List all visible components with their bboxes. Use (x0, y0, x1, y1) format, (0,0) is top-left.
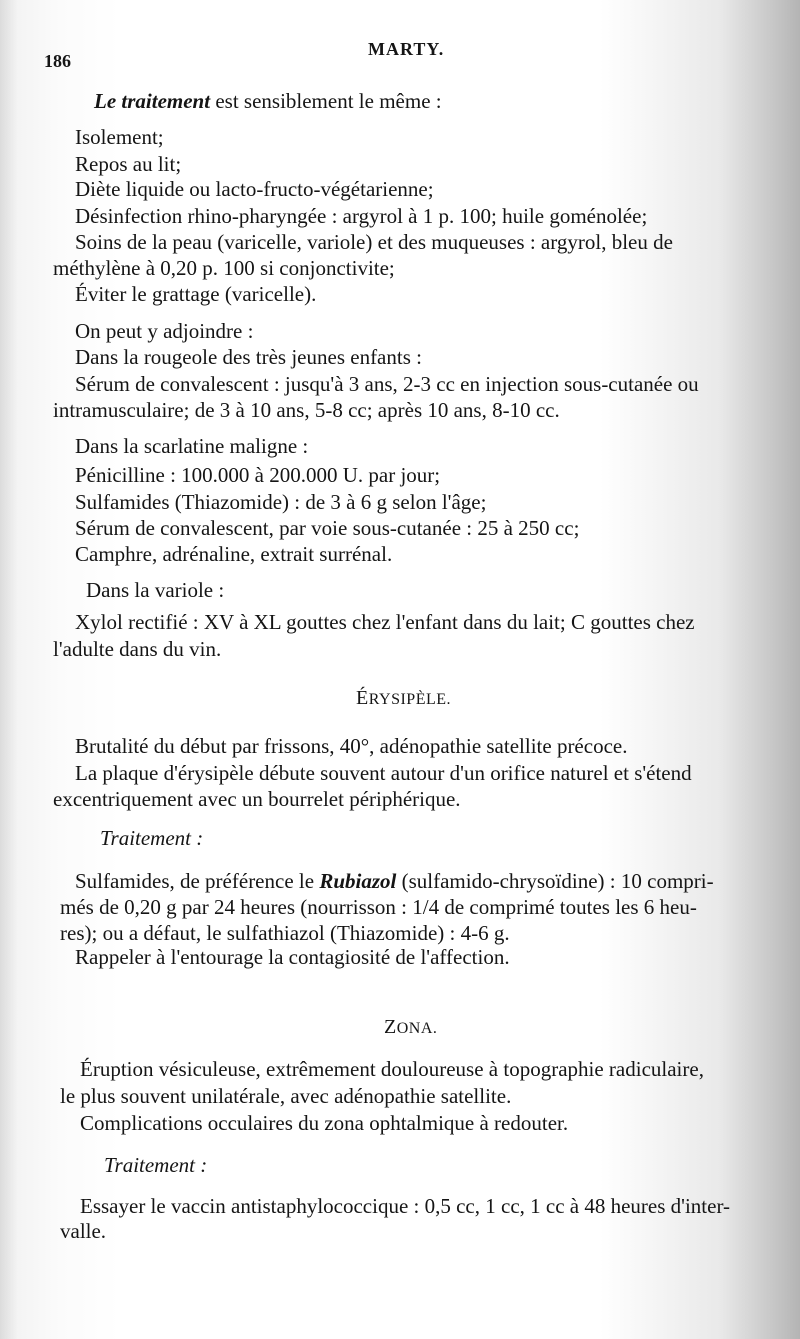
section-heading-zona: ZONA. (384, 1016, 438, 1038)
paragraph-line: Complications occulaires du zona ophtalmique à redouter. (80, 1111, 569, 1135)
list-item: Soins de la peau (varicelle, variole) et des muqueuses : argyrol, bleu de (75, 230, 673, 254)
intro-rest: est sensiblement le même : (210, 89, 442, 113)
paragraph-line: La plaque d'érysipèle débute souvent autour d'un orifice naturel et s'étend (75, 761, 692, 785)
paragraph-line: Rappeler à l'entourage la contagiosité de l'affection. (75, 945, 510, 969)
paragraph-line: valle. (60, 1219, 107, 1243)
running-title: MARTY. (368, 39, 445, 59)
paragraph-line: Dans la rougeole des très jeunes enfants : (75, 345, 422, 369)
list-item: Diète liquide ou lacto-fructo-végétarienne; (75, 177, 434, 201)
paragraph-line: Dans la scarlatine maligne : (75, 434, 309, 458)
section-heading-erysipele: ÉRYSIPÈLE. (356, 687, 452, 709)
list-item: Isolement; (75, 125, 164, 149)
paragraph-line: intramusculaire; de 3 à 10 ans, 5-8 cc; après 10 ans, 8-10 cc. (53, 398, 560, 422)
paragraph-line: res); ou a défaut, le sulfathiazol (Thiazomide) : 4-6 g. (60, 921, 510, 945)
list-item: Repos au lit; (75, 152, 182, 176)
list-item: Sérum de convalescent, par voie sous-cutanée : 25 à 250 cc; (75, 516, 580, 540)
paragraph-line: Xylol rectifié : XV à XL gouttes chez l'enfant dans du lait; C gouttes chez (75, 610, 695, 634)
paragraph-line: Sérum de convalescent : jusqu'à 3 ans, 2-3 cc en injection sous-cutanée ou (75, 372, 699, 396)
list-item: Désinfection rhino-pharyngée : argyrol à 1 p. 100; huile goménolée; (75, 204, 648, 228)
paragraph-line: més de 0,20 g par 24 heures (nourrisson : 1/4 de comprimé toutes les 6 heu- (60, 895, 697, 919)
paragraph-line: Essayer le vaccin antistaphylococcique : 0,5 cc, 1 cc, 1 cc à 48 heures d'inter- (80, 1194, 731, 1218)
list-item: Camphre, adrénaline, extrait surrénal. (75, 542, 393, 566)
paragraph-line: Éruption vésiculeuse, extrêmement douloureuse à topographie radiculaire, (80, 1057, 704, 1081)
intro-line (94, 88, 442, 114)
list-item-continued: méthylène à 0,20 p. 100 si conjonctivite; (53, 256, 395, 280)
treatment-label: Traitement : (100, 826, 204, 850)
page-number: 186 (44, 51, 71, 71)
drug-name: Rubiazol (319, 869, 397, 893)
list-item: Éviter le grattage (varicelle). (75, 282, 317, 306)
paragraph-line: Dans la variole : (86, 578, 225, 602)
paragraph-line: le plus souvent unilatérale, avec adénopathie satellite. (60, 1084, 512, 1108)
list-item: Pénicilline : 100.000 à 200.000 U. par jour; (75, 463, 441, 487)
intro-lead: Le traitement (94, 89, 211, 113)
paragraph-line: Sulfamides, de préférence le Rubiazol (sulfamido-chrysoïdine) : 10 compri- (75, 869, 714, 893)
list-item: Sulfamides (Thiazomide) : de 3 à 6 g selon l'âge; (75, 490, 487, 514)
treatment-label: Traitement : (104, 1153, 208, 1177)
paragraph-line: On peut y adjoindre : (75, 319, 254, 343)
paragraph-line: Brutalité du début par frissons, 40°, adénopathie satellite précoce. (75, 734, 628, 758)
paragraph-line: excentriquement avec un bourrelet périphérique. (53, 787, 461, 811)
paragraph-line: l'adulte dans du vin. (53, 637, 222, 661)
